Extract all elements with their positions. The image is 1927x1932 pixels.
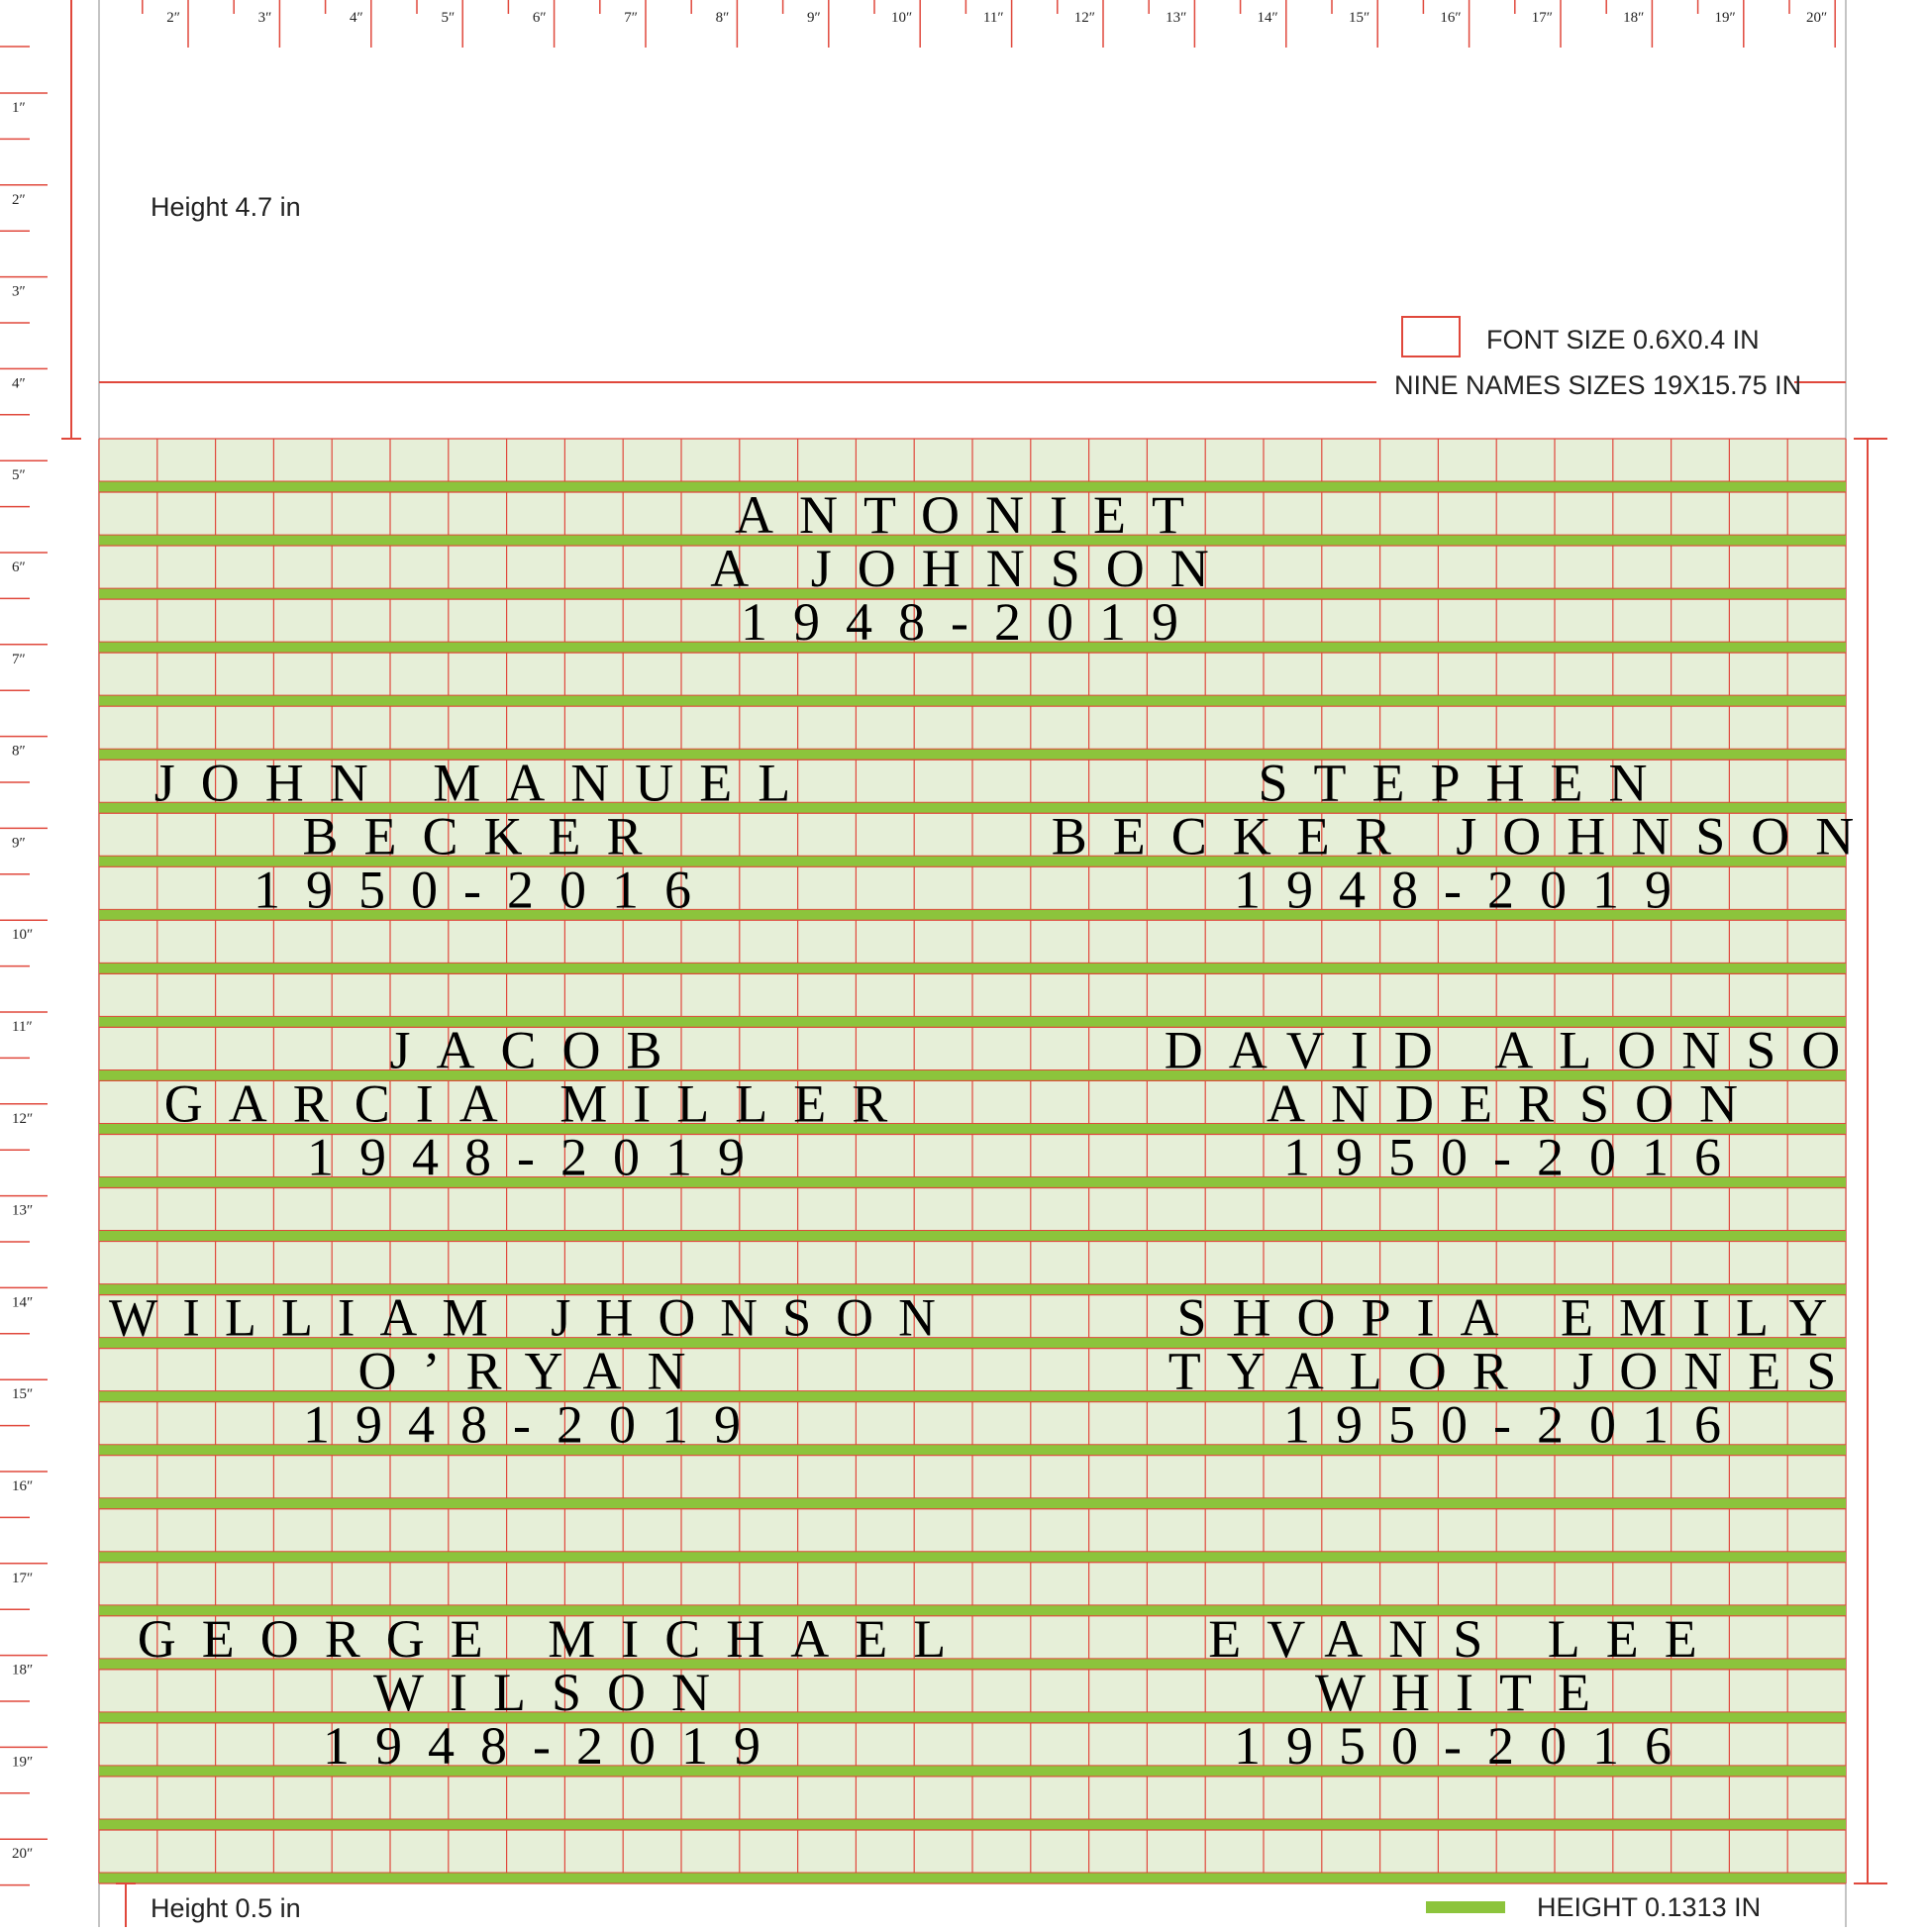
- green-band: [99, 963, 1846, 973]
- left-ruler-label: 3″: [12, 283, 26, 300]
- left-ruler-label: 15″: [12, 1386, 34, 1403]
- top-ruler-label: 19″: [1714, 10, 1736, 26]
- top-ruler-label: 15″: [1348, 10, 1370, 26]
- top-height-label: Height 4.7 in: [151, 192, 301, 222]
- left-ruler-label: 10″: [12, 927, 34, 944]
- left-ruler: [0, 47, 48, 1927]
- green-band: [99, 1231, 1846, 1242]
- name-line: ANTONIET: [735, 485, 1210, 546]
- top-ruler-label: 11″: [982, 10, 1004, 26]
- top-height-dimension: [61, 0, 81, 439]
- left-ruler-label: 5″: [12, 467, 26, 484]
- left-ruler-label: 9″: [12, 835, 26, 852]
- name-line: STEPHEN: [1258, 753, 1673, 813]
- name-dates: 1948-2019: [323, 1715, 786, 1776]
- bottom-height-dimension: [116, 1883, 136, 1927]
- left-ruler-label: 7″: [12, 651, 26, 667]
- name-line: WHITE: [1315, 1662, 1616, 1722]
- font-size-swatch: [1402, 317, 1460, 356]
- name-dates: 1950-2016: [1283, 1127, 1747, 1187]
- left-ruler-label: 13″: [12, 1202, 34, 1219]
- top-ruler-label: 2″: [166, 10, 180, 26]
- name-dates: 1948-2019: [1234, 860, 1697, 920]
- top-ruler-label: 18″: [1623, 10, 1645, 26]
- name-line: TYALOR JONES: [1167, 1341, 1863, 1401]
- name-line: ANDERSON: [1266, 1073, 1765, 1134]
- top-ruler: [143, 0, 1835, 48]
- top-ruler-label: 14″: [1257, 10, 1278, 26]
- name-line: SHOPIA EMILY: [1176, 1287, 1854, 1348]
- left-ruler-label: 14″: [12, 1294, 34, 1311]
- name-dates: 1950-2016: [1234, 1715, 1697, 1776]
- name-line: A JOHNSON: [710, 539, 1235, 599]
- name-dates: 1950-2016: [254, 860, 717, 920]
- band-height-label: HEIGHT 0.1313 IN: [1537, 1892, 1762, 1922]
- left-ruler-label: 1″: [12, 100, 26, 116]
- top-ruler-label: 12″: [1073, 10, 1095, 26]
- left-ruler-label: 17″: [12, 1570, 34, 1586]
- name-line: DAVID ALONSO: [1164, 1020, 1867, 1080]
- name-line: EVANS LEE: [1208, 1608, 1723, 1669]
- top-ruler-label: 13″: [1166, 10, 1187, 26]
- green-band: [99, 1498, 1846, 1509]
- name-line: BECKER JOHNSON: [1051, 806, 1880, 866]
- name-dates: 1948-2019: [741, 592, 1204, 653]
- green-band: [99, 1552, 1846, 1563]
- name-dates: 1950-2016: [1283, 1394, 1747, 1455]
- left-ruler-label: 11″: [12, 1019, 33, 1035]
- name-line: WILLIAM JHONSON: [109, 1287, 961, 1348]
- green-band: [99, 1873, 1846, 1883]
- left-ruler-label: 4″: [12, 375, 26, 392]
- top-ruler-label: 17″: [1531, 10, 1553, 26]
- name-line: JACOB: [389, 1020, 688, 1080]
- left-ruler-label: 12″: [12, 1110, 34, 1127]
- name-block: [710, 485, 1235, 652]
- green-band: [99, 695, 1846, 706]
- panel-size-label: NINE NAMES SIZES 19X15.75 IN: [1394, 370, 1802, 400]
- top-ruler-label: 4″: [350, 10, 363, 26]
- top-ruler-label: 9″: [807, 10, 821, 26]
- top-ruler-label: 5″: [441, 10, 456, 26]
- top-ruler-label: 20″: [1805, 10, 1828, 26]
- left-ruler-label: 20″: [12, 1846, 34, 1863]
- green-band: [99, 1819, 1846, 1830]
- left-ruler-label: 6″: [12, 559, 26, 575]
- name-line: GEORGE MICHAEL: [137, 1608, 972, 1669]
- name-line: O’RYAN: [357, 1341, 712, 1401]
- font-size-label: FONT SIZE 0.6X0.4 IN: [1486, 325, 1760, 355]
- name-line: JOHN MANUEL: [153, 753, 817, 813]
- top-ruler-label: 16″: [1440, 10, 1462, 26]
- name-line: WILSON: [373, 1662, 736, 1722]
- top-ruler-label: 6″: [532, 10, 547, 26]
- left-ruler-label: 16″: [12, 1478, 34, 1494]
- left-ruler-label: 2″: [12, 191, 26, 208]
- right-height-dimension: [1854, 439, 1887, 1883]
- bottom-height-label: Height 0.5 in: [151, 1893, 301, 1923]
- left-ruler-label: 19″: [12, 1754, 34, 1771]
- name-line: GARCIA MILLER: [163, 1073, 914, 1134]
- name-dates: 1948-2019: [307, 1127, 770, 1187]
- name-dates: 1948-2019: [303, 1394, 766, 1455]
- top-ruler-label: 8″: [715, 10, 730, 26]
- left-ruler-label: 8″: [12, 743, 26, 760]
- left-ruler-label: 18″: [12, 1662, 34, 1678]
- band-swatch: [1426, 1901, 1505, 1913]
- name-line: BECKER: [302, 806, 668, 866]
- top-ruler-label: 3″: [257, 10, 272, 26]
- top-ruler-label: 10″: [890, 10, 913, 26]
- top-ruler-label: 7″: [624, 10, 638, 26]
